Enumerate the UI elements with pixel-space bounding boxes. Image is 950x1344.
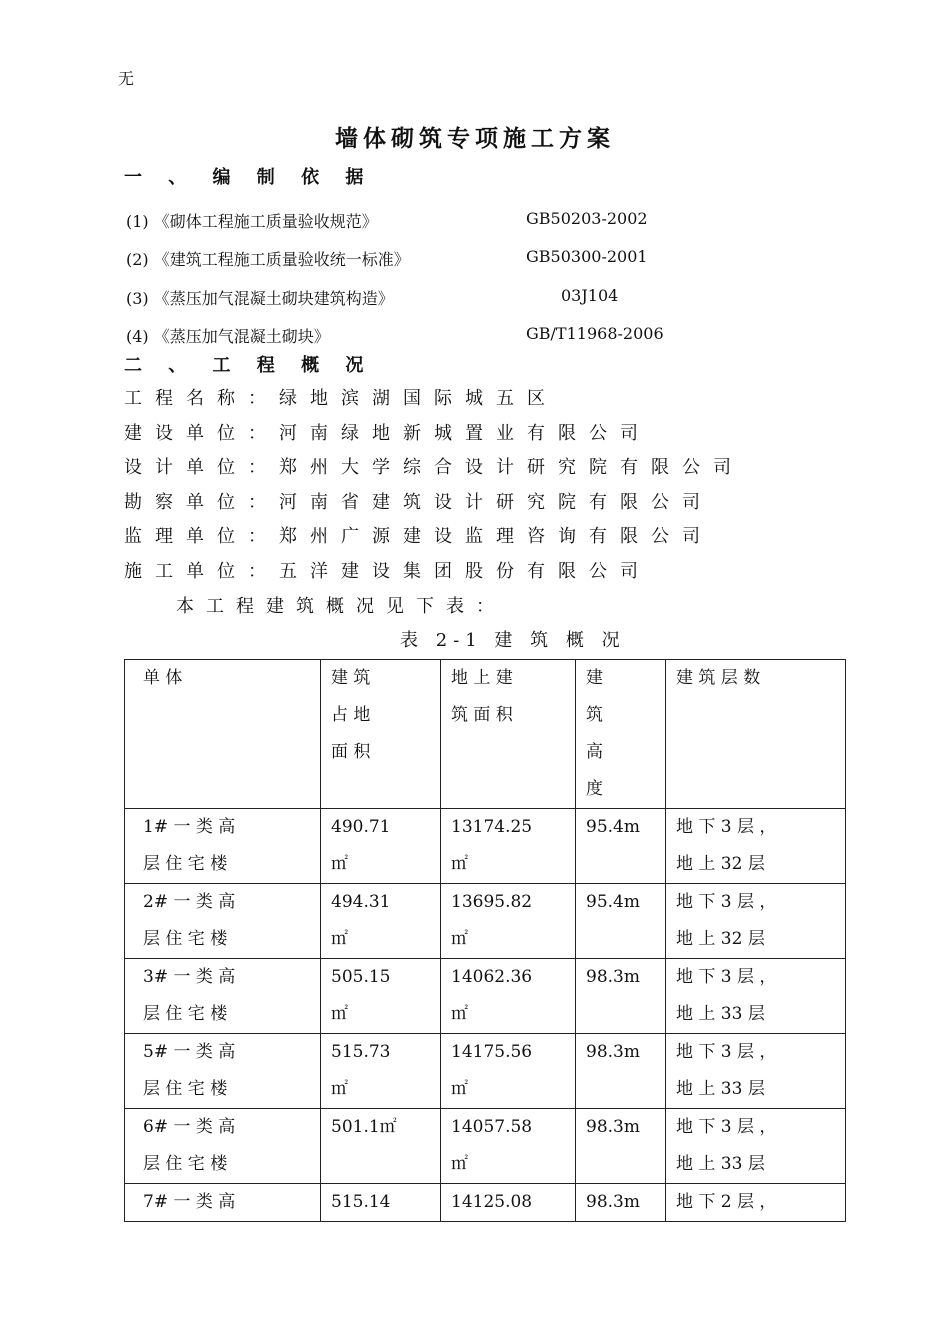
cell-line: 地 下 3 层 ， xyxy=(676,817,777,837)
header-line: 筑 面 积 xyxy=(451,705,513,725)
cell-unit xyxy=(125,1109,321,1184)
header-line: 度 xyxy=(586,779,603,799)
section-heading-basis: 一 、 编 制 依 据 xyxy=(124,167,374,188)
cell-height xyxy=(576,1034,666,1109)
cell-line: 14175.56 xyxy=(451,1042,533,1062)
cell-line: 13174.25 xyxy=(451,817,533,837)
reference-item xyxy=(126,286,619,309)
cell-line: 6# 一 类 高 xyxy=(143,1117,236,1137)
cell-line: 490.71 xyxy=(331,817,391,837)
cell-line: 地 上 32 层 xyxy=(676,929,765,949)
header-line: 建 筑 xyxy=(331,668,371,688)
cell-line: 1# 一 类 高 xyxy=(143,817,236,837)
cell-line: 494.31 xyxy=(331,892,391,912)
header-mark: 无 xyxy=(118,69,135,88)
cell-line: 13695.82 xyxy=(451,892,533,912)
cell-line: 地 上 32 层 xyxy=(676,854,765,874)
header-cell-floors xyxy=(666,660,846,809)
cell-gfa xyxy=(441,959,576,1034)
cell-footprint xyxy=(321,1034,441,1109)
cell-line: 层 住 宅 楼 xyxy=(143,1004,228,1024)
header-cell-footprint xyxy=(321,660,441,809)
cell-line: 地 下 3 层 ， xyxy=(676,892,777,912)
table-row xyxy=(125,809,846,884)
reference-name: (3) 《蒸压加气混凝土砌块建筑构造》 xyxy=(126,289,394,308)
cell-height xyxy=(576,1109,666,1184)
reference-code: GB50300-2001 xyxy=(526,247,648,266)
cell-line: ㎡ xyxy=(451,929,468,949)
info-line-surveyor: 勘察单位：河南省建筑设计研究院有限公司 xyxy=(124,492,713,513)
cell-floors xyxy=(666,1184,846,1222)
reference-name: (4) 《蒸压加气混凝土砌块》 xyxy=(126,327,330,346)
cell-line: 515.14 xyxy=(331,1192,391,1212)
header-cell-height xyxy=(576,660,666,809)
cell-footprint xyxy=(321,1184,441,1222)
table-intro: 本工程建筑概况见下表： xyxy=(176,596,506,617)
cell-line: 地 下 3 层 ， xyxy=(676,967,777,987)
cell-floors xyxy=(666,959,846,1034)
reference-code: GB50203-2002 xyxy=(526,209,648,228)
cell-line: ㎡ xyxy=(451,1154,468,1174)
info-line-contractor: 施工单位：五洋建设集团股份有限公司 xyxy=(124,561,651,582)
cell-line: 7# 一 类 高 xyxy=(143,1192,236,1212)
cell-line: ㎡ xyxy=(451,1079,468,1099)
cell-unit xyxy=(125,884,321,959)
header-line: 筑 xyxy=(586,705,603,725)
cell-footprint xyxy=(321,1109,441,1184)
cell-line: 505.15 xyxy=(331,967,391,987)
reference-code: GB/T11968-2006 xyxy=(526,324,664,343)
section-heading-overview: 二 、 工 程 概 况 xyxy=(124,355,374,376)
cell-unit xyxy=(125,1184,321,1222)
reference-name: (2) 《建筑工程施工质量验收统一标准》 xyxy=(126,250,410,269)
header-line: 建 筑 层 数 xyxy=(676,668,761,688)
cell-height xyxy=(576,884,666,959)
table-row xyxy=(125,884,846,959)
cell-line: ㎡ xyxy=(451,854,468,874)
header-line: 高 xyxy=(586,742,603,762)
cell-line: ㎡ xyxy=(331,1004,348,1024)
reference-item xyxy=(126,209,648,232)
cell-height xyxy=(576,1184,666,1222)
table-caption: 表 2-1 建 筑 概 况 xyxy=(400,630,626,651)
header-line: 建 xyxy=(586,668,603,688)
info-line-supervisor: 监理单位：郑州广源建设监理咨询有限公司 xyxy=(124,526,713,547)
info-line-designer: 设计单位：郑州大学综合设计研究院有限公司 xyxy=(124,457,744,478)
cell-line: 地 上 33 层 xyxy=(676,1079,765,1099)
cell-line: 98.3m xyxy=(586,967,640,987)
header-line: 地 上 建 xyxy=(451,668,513,688)
cell-line: 2# 一 类 高 xyxy=(143,892,236,912)
cell-footprint xyxy=(321,959,441,1034)
cell-line: 地 上 33 层 xyxy=(676,1004,765,1024)
cell-gfa xyxy=(441,1109,576,1184)
reference-name: (1) 《砌体工程施工质量验收规范》 xyxy=(126,212,378,231)
cell-footprint xyxy=(321,884,441,959)
cell-line: 层 住 宅 楼 xyxy=(143,854,228,874)
reference-item xyxy=(126,247,648,270)
header-cell-unit xyxy=(125,660,321,809)
table-row xyxy=(125,959,846,1034)
reference-item xyxy=(126,324,664,347)
cell-line: 14062.36 xyxy=(451,967,533,987)
cell-line: 95.4m xyxy=(586,892,640,912)
document-title: 墙体砌筑专项施工方案 xyxy=(335,125,615,152)
cell-line: ㎡ xyxy=(331,854,348,874)
cell-line: 95.4m xyxy=(586,817,640,837)
reference-code: 03J104 xyxy=(561,286,619,305)
cell-line: 地 下 3 层 ， xyxy=(676,1042,777,1062)
cell-footprint xyxy=(321,809,441,884)
cell-line: 层 住 宅 楼 xyxy=(143,929,228,949)
cell-line: 501.1㎡ xyxy=(331,1117,397,1137)
cell-line: 515.73 xyxy=(331,1042,391,1062)
cell-line: ㎡ xyxy=(451,1004,468,1024)
cell-floors xyxy=(666,1109,846,1184)
cell-line: 地 上 33 层 xyxy=(676,1154,765,1174)
building-overview-table xyxy=(124,659,846,1222)
cell-floors xyxy=(666,884,846,959)
header-line: 占 地 xyxy=(331,705,371,725)
cell-line: 14125.08 xyxy=(451,1192,533,1212)
cell-unit xyxy=(125,959,321,1034)
table-row xyxy=(125,1184,846,1222)
cell-unit xyxy=(125,809,321,884)
cell-line: 地 下 2 层 ， xyxy=(676,1192,777,1212)
cell-line: 层 住 宅 楼 xyxy=(143,1154,228,1174)
cell-line: 5# 一 类 高 xyxy=(143,1042,236,1062)
cell-line: 98.3m xyxy=(586,1042,640,1062)
cell-floors xyxy=(666,1034,846,1109)
table-row xyxy=(125,1109,846,1184)
cell-gfa xyxy=(441,1184,576,1222)
cell-line: 层 住 宅 楼 xyxy=(143,1079,228,1099)
cell-gfa xyxy=(441,884,576,959)
cell-height xyxy=(576,809,666,884)
cell-line: 98.3m xyxy=(586,1117,640,1137)
cell-line: ㎡ xyxy=(331,929,348,949)
info-line-project-name: 工程名称：绿地滨湖国际城五区 xyxy=(124,388,558,409)
table-row xyxy=(125,1034,846,1109)
info-line-owner: 建设单位：河南绿地新城置业有限公司 xyxy=(124,423,651,444)
cell-line: 地 下 3 层 ， xyxy=(676,1117,777,1137)
cell-line: 98.3m xyxy=(586,1192,640,1212)
cell-unit xyxy=(125,1034,321,1109)
cell-height xyxy=(576,959,666,1034)
cell-line: ㎡ xyxy=(331,1079,348,1099)
cell-line: 3# 一 类 高 xyxy=(143,967,236,987)
header-line: 面 积 xyxy=(331,742,371,762)
cell-gfa xyxy=(441,809,576,884)
header-cell-gfa xyxy=(441,660,576,809)
header-line: 单 体 xyxy=(143,668,183,688)
table-header-row xyxy=(125,660,846,809)
cell-floors xyxy=(666,809,846,884)
cell-line: 14057.58 xyxy=(451,1117,533,1137)
cell-gfa xyxy=(441,1034,576,1109)
